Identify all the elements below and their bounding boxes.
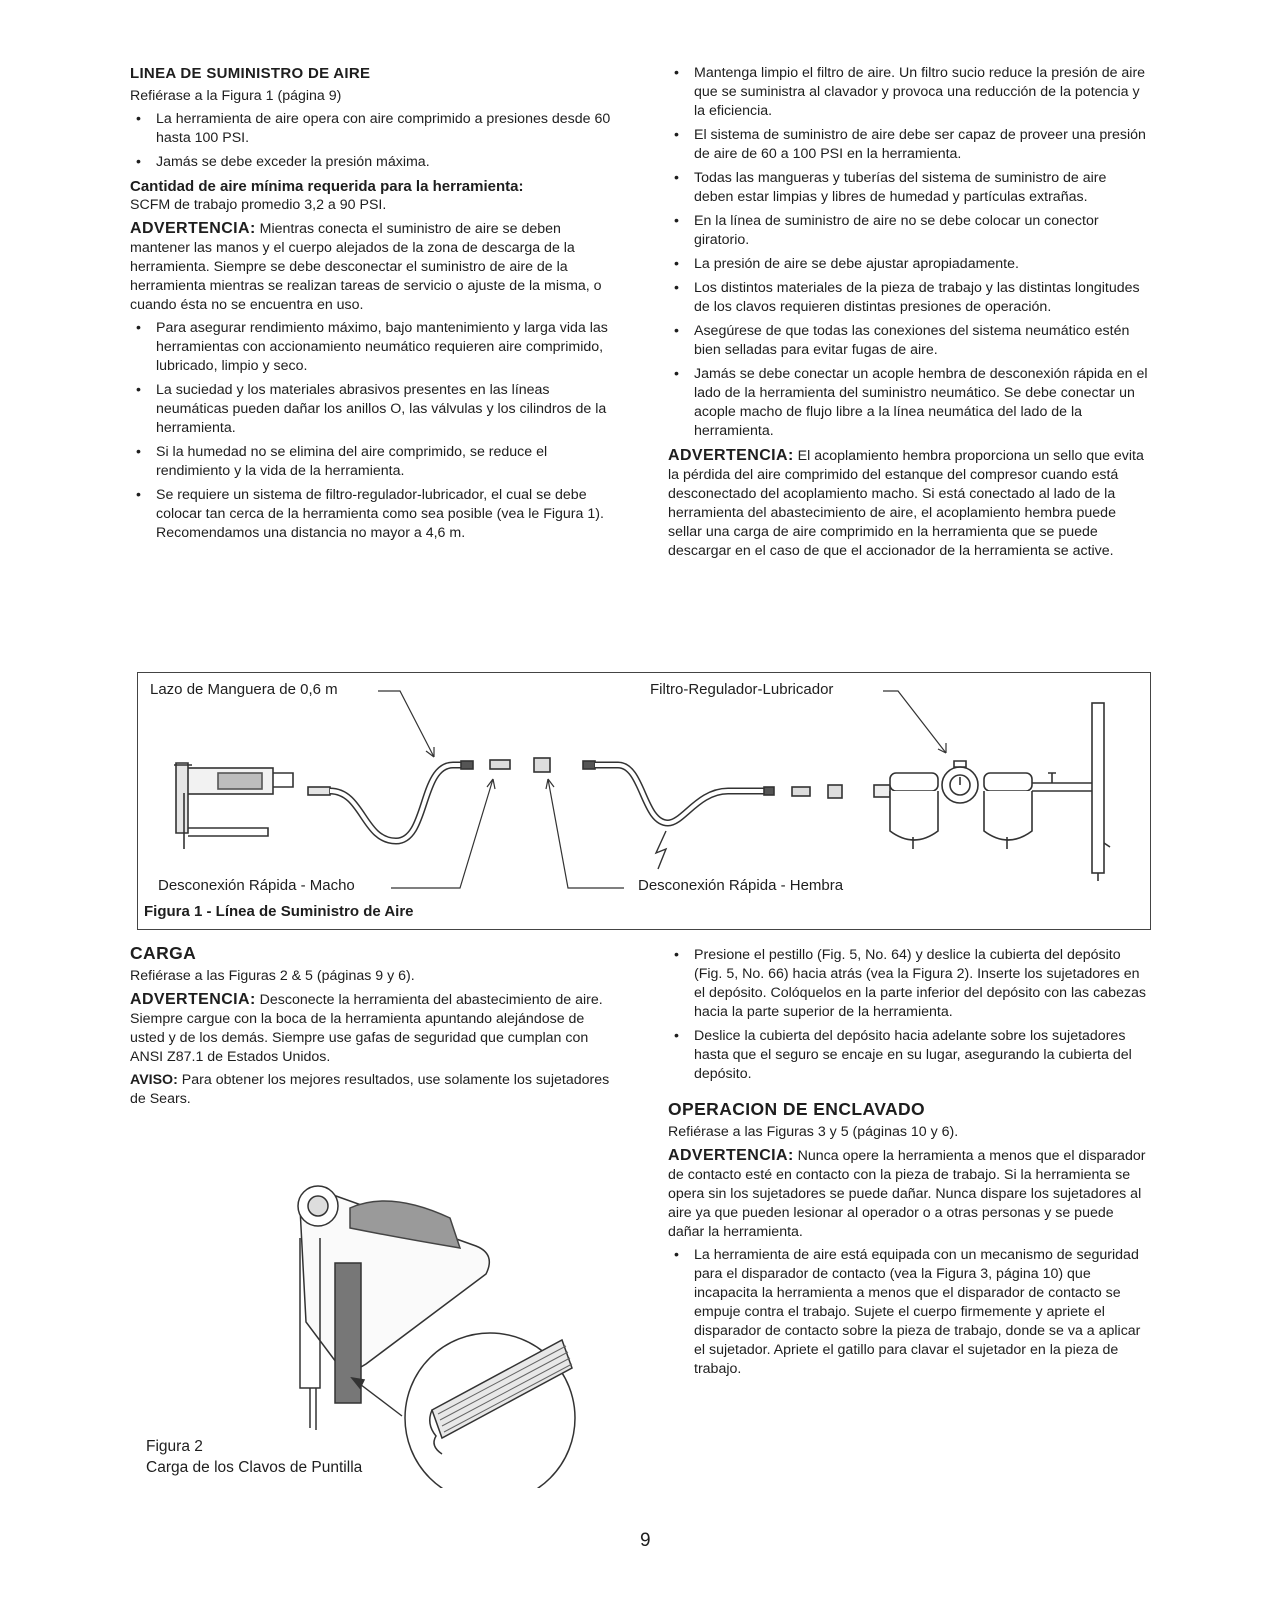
warning-text: El acoplamiento hembra proporciona un sello que evita la pérdida del aire comprimido del estanque del compresor cuando está desconectado del acoplamiento macho. Si está conectado al lado de la herramienta del abastecimiento de aire, el acoplamiento hembra puede sellar una carga de aire comprimido en la herramienta que se puede descargar en el caso de que el accionador de la herramienta se active. — [668, 448, 1144, 559]
list-item: • La presión de aire se debe ajustar apropiadamente. — [668, 255, 1148, 274]
carga-section — [130, 944, 622, 1113]
list-item: • Presione el pestillo (Fig. 5, No. 64) y deslice la cubierta del depósito (Fig. 5, No. 66) hacia atrás (vea la Figura 2). Inserte los sujetadores en el depósito. Colóquelos en la parte inferior del depósito con las cabezas hacia la parte superior de la herramienta. — [668, 946, 1148, 1022]
warning-label: ADVERTENCIA: — [668, 447, 794, 464]
list-item: • Mantenga limpio el filtro de aire. Un filtro sucio reduce la presión de aire que se suministra al clavador y provoca una reducción de la potencia y la eficiencia. — [668, 64, 1148, 121]
nailing-operation-heading: OPERACION DE ENCLAVADO — [668, 1099, 926, 1119]
carga-warning — [130, 990, 622, 1067]
list-item: • Se requiere un sistema de filtro-regulador-lubricador, el cual se debe colocar tan cerca de la herramienta como sea posible (vea le Figura 1). Recomendamos una distancia no mayor a 4,6 m. — [130, 486, 622, 543]
list-item: • Jamás se debe exceder la presión máxima. — [130, 153, 622, 172]
warning-text: Mientras conecta el suministro de aire se deben mantener las manos y el cuerpo alejados de la zona de descarga de la herramienta. Siempre se debe desconectar el suministro de aire de la herramienta mientras se realizan tareas de servicio o ajuste de la misma, o cuando ésta no se encuentra en uso. — [130, 221, 602, 313]
min-air-text: SCFM de trabajo promedio 3,2 a 90 PSI. — [130, 197, 387, 213]
list-item: • El sistema de suministro de aire debe ser capaz de proveer una presión de aire de 60 a 100 PSI en la herramienta. — [668, 126, 1148, 164]
air-supply-bullets-2 — [130, 319, 622, 543]
hose-loop-illustration — [308, 761, 473, 841]
figure-2-caption: Carga de los Clavos de Puntilla — [146, 1459, 363, 1476]
label-quick-connect-female: Desconexión Rápida - Hembra — [638, 877, 844, 894]
figure-2-label: Figura 2 — [146, 1438, 203, 1455]
list-item: • La herramienta de aire está equipada con un mecanismo de seguridad para el disparador de contacto (vea la Figura 3, página 10) que incapacita la herramienta a menos que el disparador de contacto se empuje contra el trabajo. Sujete el cuerpo firmemente y apriete el disparador de contacto sobre la pieza de trabajo, donde se va a aplicar el sujetador. Apriete el gatillo para clavar el sujetador en la pieza de trabajo. — [668, 1246, 1148, 1379]
carga-notice — [130, 1071, 622, 1109]
coupling-warning — [668, 446, 1148, 561]
right-bottom-column — [668, 946, 1148, 1384]
nailer-loading-illustration — [298, 1186, 489, 1430]
list-item: • Los distintos materiales de la pieza de trabajo y las distintas longitudes de los clavos requieren distintas presiones de operación. — [668, 279, 1148, 317]
list-item: • Si la humedad no se elimina del aire comprimido, se reduce el rendimiento y la vida de la herramienta. — [130, 443, 622, 481]
nailing-operation-bullets — [668, 1246, 1148, 1379]
air-supply-warning — [130, 219, 622, 315]
page-number: 9 — [640, 1530, 651, 1551]
warning-label: ADVERTENCIA: — [130, 220, 256, 237]
warning-label: ADVERTENCIA: — [668, 1147, 794, 1164]
nailing-operation-warning — [668, 1146, 1148, 1242]
label-quick-connect-male: Desconexión Rápida - Macho — [158, 877, 355, 894]
list-item: • Todas las mangueras y tuberías del sistema de suministro de aire deben estar limpias y libres de humedad y partículas extrañas. — [668, 169, 1148, 207]
air-supply-bullets-1 — [130, 110, 622, 172]
supply-hose-illustration — [583, 761, 842, 869]
carga-heading: CARGA — [130, 943, 197, 963]
warning-label: ADVERTENCIA: — [130, 991, 256, 1008]
carga-ref: Refiérase a las Figuras 2 & 5 (páginas 9 y 6). — [130, 968, 415, 984]
air-supply-heading: LINEA DE SUMINISTRO DE AIRE — [130, 65, 371, 82]
label-frl: Filtro-Regulador-Lubricador — [650, 681, 834, 698]
right-top-column — [668, 64, 1148, 565]
list-item: • En la línea de suministro de aire no se debe colocar un conector giratorio. — [668, 212, 1148, 250]
list-item: • La suciedad y los materiales abrasivos presentes en las líneas neumáticas pueden dañar los anillos O, las válvulas y los cilindros de la herramienta. — [130, 381, 622, 438]
figure-2-illustration — [140, 1148, 610, 1488]
figure-1-air-supply-line — [137, 672, 1151, 930]
label-hose-loop: Lazo de Manguera de 0,6 m — [150, 681, 338, 698]
right-top-bullets — [668, 64, 1148, 441]
list-item: • Asegúrese de que todas las conexiones del sistema neumático estén bien selladas para evitar fugas de aire. — [668, 322, 1148, 360]
nailing-operation-ref: Refiérase a las Figuras 3 y 5 (páginas 10 y 6). — [668, 1124, 959, 1140]
brad-strip-illustration — [430, 1340, 572, 1454]
warning-text: Nunca opere la herramienta a menos que el disparador de contacto esté en contacto con la pieza de trabajo. Si la herramienta se opera sin los sujetadores se puede dañar. Nunca dispare los sujetadores al aire ya que pueden lesionar al operador o a otras personas y se puede dañar la herramienta. — [668, 1148, 1146, 1240]
figure-2-loading-brads — [140, 1148, 610, 1488]
list-item: • Para asegurar rendimiento máximo, bajo mantenimiento y larga vida las herramientas con accionamiento neumático requieren aire comprimido, lubricado, limpio y seco. — [130, 319, 622, 376]
warning-text: Desconecte la herramienta del abastecimiento de aire. Siempre cargue con la boca de la herramienta apuntando alejándose de usted y de los demás. Siempre use gafas de seguridad que cumplan con ANSI Z87.1 de Estados Unidos. — [130, 992, 603, 1065]
loading-bullets — [668, 946, 1148, 1084]
list-item: • Deslice la cubierta del depósito hacia adelante sobre los sujetadores hasta que el seguro se encaje en su lugar, asegurando la cubierta del depósito. — [668, 1027, 1148, 1084]
min-air-label: Cantidad de aire mínima requerida para la herramienta: — [130, 178, 524, 195]
notice-text: Para obtener los mejores resultados, use solamente los sujetadores de Sears. — [130, 1072, 610, 1107]
figure-1-caption: Figura 1 - Línea de Suministro de Aire — [144, 903, 414, 920]
list-item: • La herramienta de aire opera con aire comprimido a presiones desde 60 hasta 100 PSI. — [130, 110, 622, 148]
nailer-illustration — [174, 763, 293, 849]
left-top-column — [130, 64, 622, 548]
list-item: • Jamás se debe conectar un acople hembra de desconexión rápida en el lado de la herramienta del suministro neumático. Se debe conectar un acople macho de flujo libre a la línea neumática del lado de la herramienta. — [668, 365, 1148, 441]
quick-connect-female — [534, 758, 550, 772]
frl-unit-illustration — [874, 703, 1110, 881]
notice-label: AVISO: — [130, 1072, 178, 1088]
air-supply-ref: Refiérase a la Figura 1 (página 9) — [130, 88, 342, 104]
quick-connect-male — [490, 760, 510, 769]
